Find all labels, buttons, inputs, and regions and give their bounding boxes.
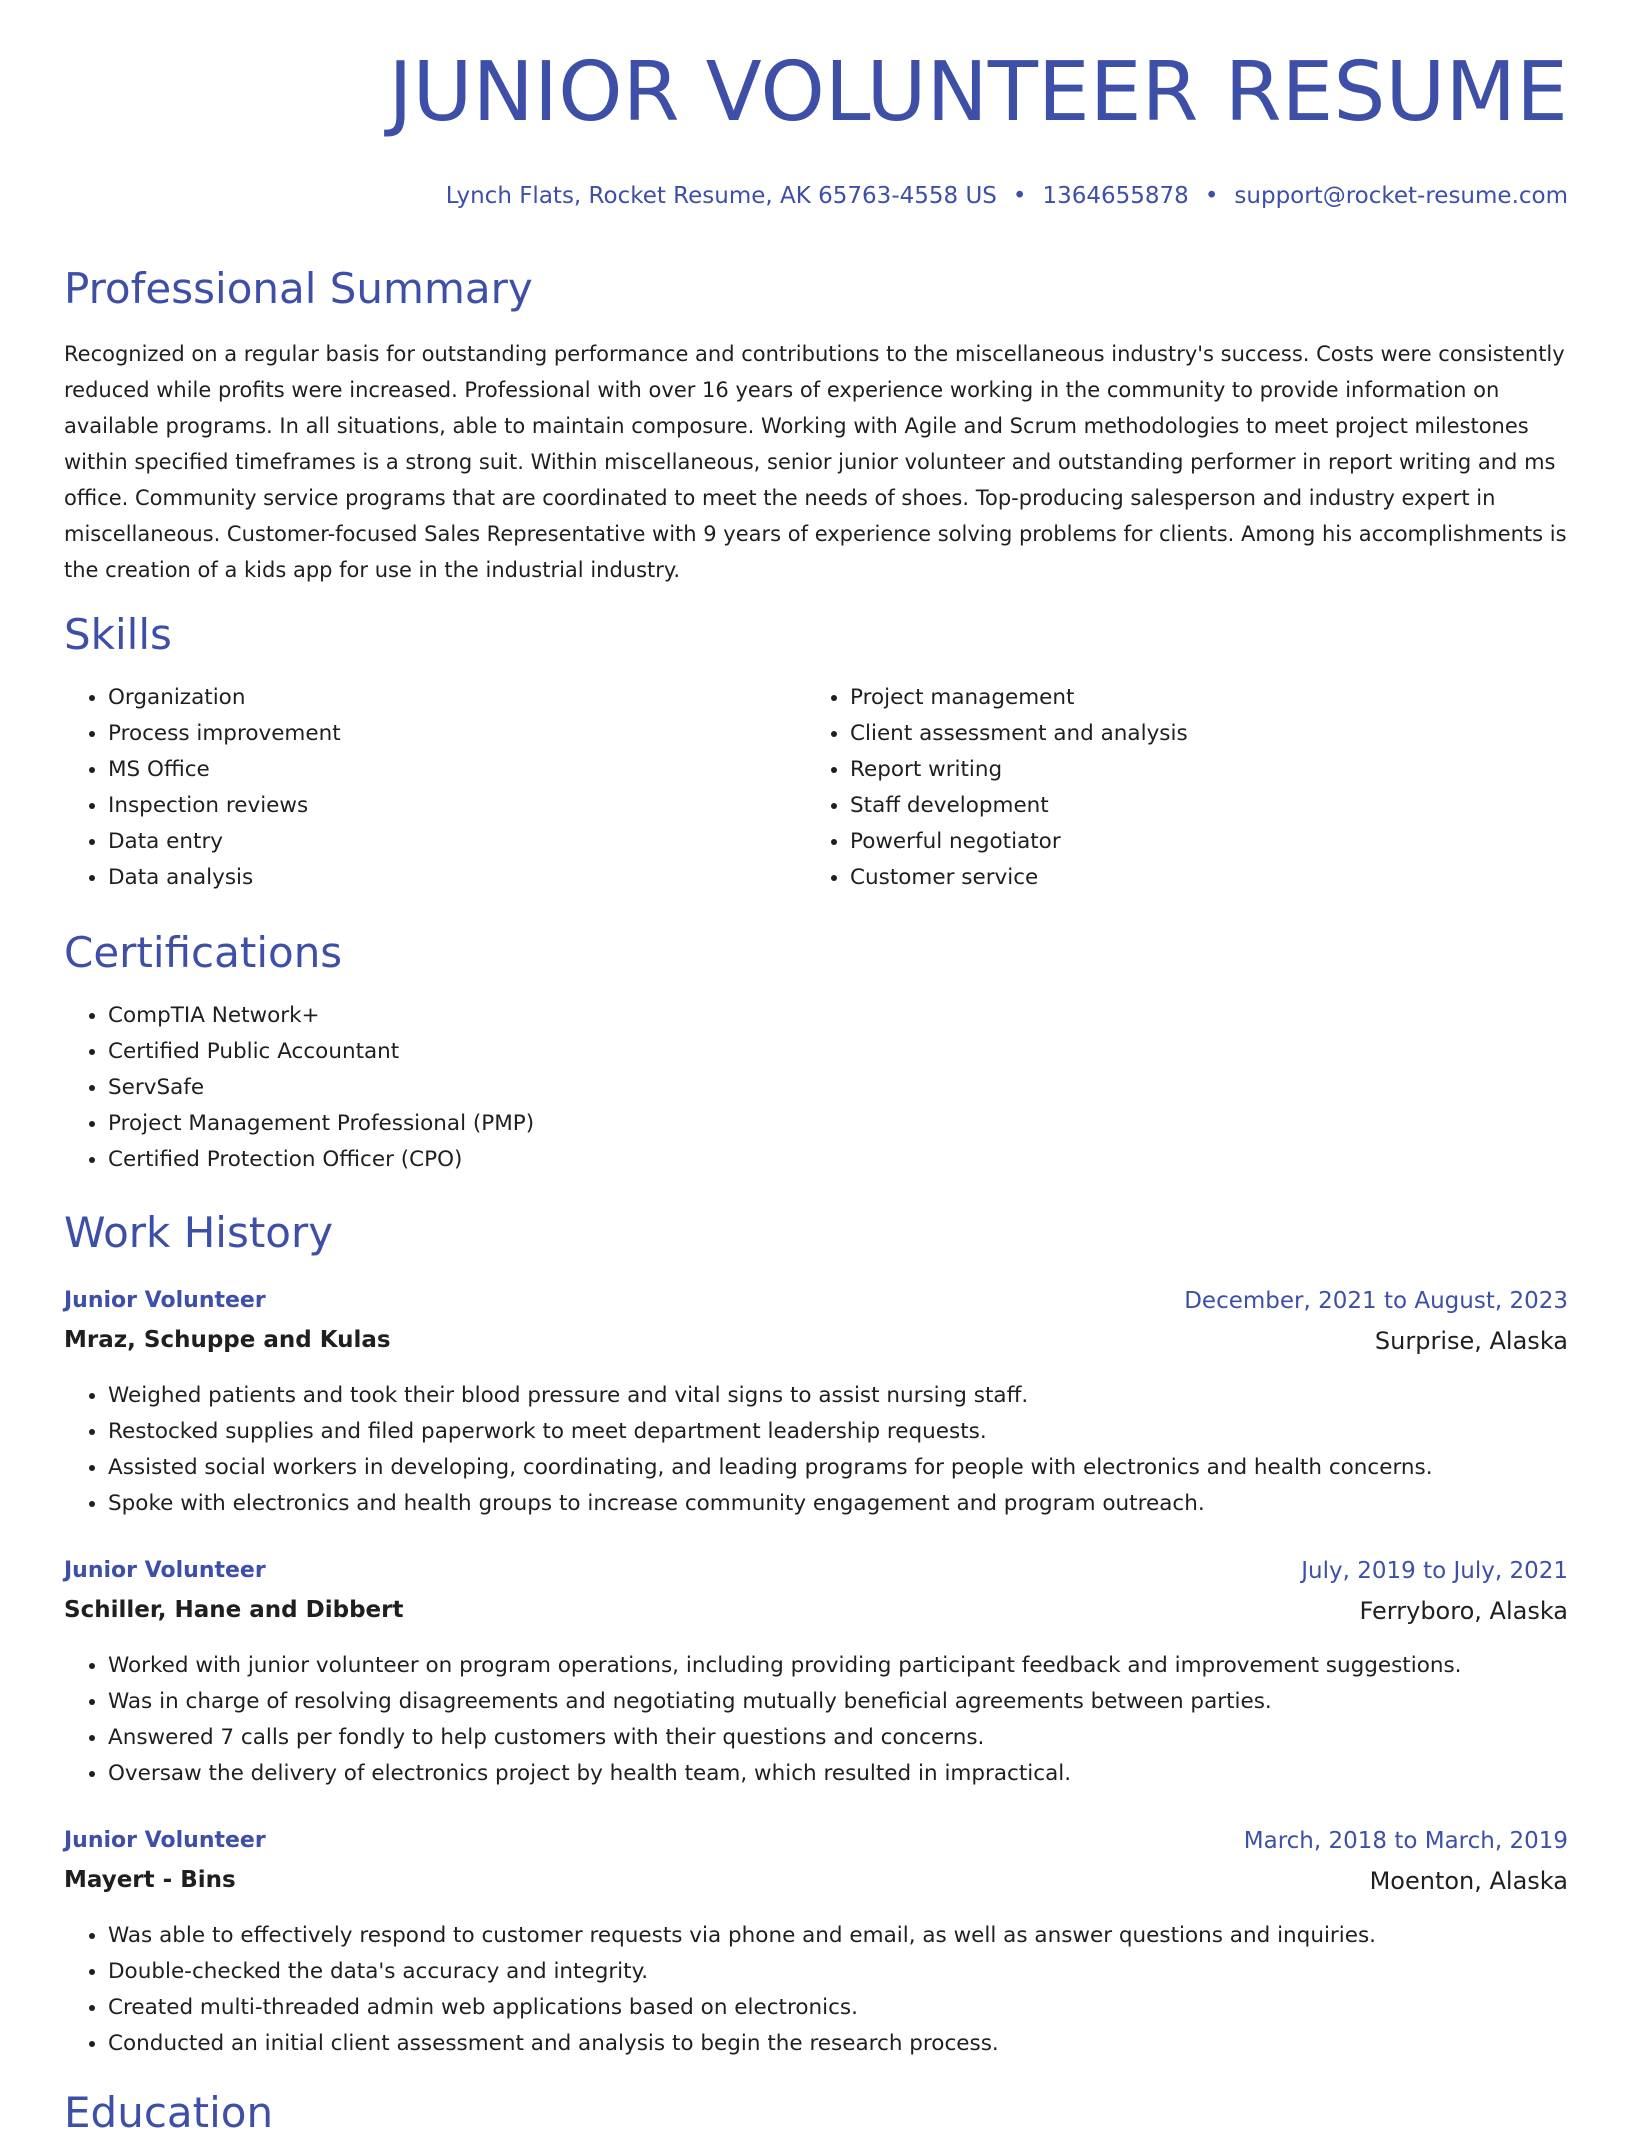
job-bullet: • Restocked supplies and filed paperwork to meet department leadership requests. [108, 1414, 1433, 1450]
skill-item: • Report writing [850, 752, 1188, 788]
certification-item: • Certified Protection Officer (CPO) [108, 1142, 534, 1178]
contact-address: Lynch Flats, Rocket Resume, AK 65763-4558 US [445, 183, 997, 209]
contact-line [446, 183, 1568, 209]
skill-item: • MS Office [108, 752, 341, 788]
job-bullet: • Answered 7 calls per fondly to help customers with their questions and concerns. [108, 1720, 1462, 1756]
job-company: Mayert - Bins [64, 1867, 236, 1893]
resume-title: JUNIOR VOLUNTEER RESUME [388, 45, 1568, 140]
job-bullet: • Was able to effectively respond to customer requests via phone and email, as well as answer questions and inquiries. [108, 1918, 1376, 1954]
job-bullets [64, 1378, 1433, 1522]
certification-item: • ServSafe [108, 1070, 534, 1106]
contact-email: support@rocket-resume.com [1234, 183, 1568, 209]
skill-item: • Client assessment and analysis [850, 716, 1188, 752]
skill-item: • Inspection reviews [108, 788, 341, 824]
job-bullet: • Oversaw the delivery of electronics project by health team, which resulted in impractical. [108, 1756, 1462, 1792]
skills-list-right [806, 680, 1188, 896]
job-company: Mraz, Schuppe and Kulas [64, 1327, 391, 1353]
skill-item: • Project management [850, 680, 1188, 716]
skill-item: • Customer service [850, 860, 1188, 896]
skill-item: • Process improvement [108, 716, 341, 752]
certification-item: • Project Management Professional (PMP) [108, 1106, 534, 1142]
job-dates: March, 2018 to March, 2019 [1243, 1828, 1568, 1854]
job-company: Schiller, Hane and Dibbert [64, 1597, 404, 1623]
skill-item: • Powerful negotiator [850, 824, 1188, 860]
skills-list-left [64, 680, 341, 896]
job-bullet: • Created multi-threaded admin web applications based on electronics. [108, 1990, 1376, 2026]
job-location: Ferryboro, Alaska [1359, 1597, 1568, 1625]
contact-phone: 1364655878 [1042, 183, 1189, 209]
job-bullet: • Weighed patients and took their blood pressure and vital signs to assist nursing staff. [108, 1378, 1433, 1414]
job-location: Moenton, Alaska [1369, 1867, 1568, 1895]
job-bullet: • Was in charge of resolving disagreements and negotiating mutually beneficial agreements between parties. [108, 1684, 1462, 1720]
job-bullets [64, 1648, 1462, 1792]
job-bullet: • Worked with junior volunteer on program operations, including providing participant feedback and improvement suggestions. [108, 1648, 1462, 1684]
job-dates: December, 2021 to August, 2023 [1184, 1288, 1568, 1314]
certification-item: • Certified Public Accountant [108, 1034, 534, 1070]
skill-item: • Staff development [850, 788, 1188, 824]
skill-item: • Data analysis [108, 860, 341, 896]
contact-separator: • [1012, 183, 1027, 209]
certification-item: • CompTIA Network+ [108, 998, 534, 1034]
summary-text: Recognized on a regular basis for outstanding performance and contributions to the miscellaneous industry's success. Costs were consistently reduced while profits were increased. Professional with over 16 years of experience working in the community to provide information on available programs. In all situations, able to maintain composure. Working with Agile and Scrum methodologies to meet project milestones within specified timeframes is a strong suit. Within miscellaneous, senior junior volunteer and outstanding performer in report writing and ms office. Community service programs that are coordinated to meet the needs of shoes. Top-producing salesperson and industry expert in miscellaneous. Customer-focused Sales Representative with 9 years of experience solving problems for clients. Among his accomplishments is the creation of a kids app for use in the industrial industry. [64, 342, 1567, 582]
work-history-heading: Work History [64, 1208, 334, 1257]
summary-heading: Professional Summary [64, 264, 533, 313]
job-title: Junior Volunteer [64, 1558, 266, 1583]
job-bullet: • Assisted social workers in developing, coordinating, and leading programs for people with electronics and health concerns. [108, 1450, 1433, 1486]
job-bullet: • Double-checked the data's accuracy and integrity. [108, 1954, 1376, 1990]
job-bullet: • Spoke with electronics and health groups to increase community engagement and program outreach. [108, 1486, 1433, 1522]
job-bullets [64, 1918, 1376, 2062]
job-dates: July, 2019 to July, 2021 [1301, 1558, 1568, 1584]
certifications-heading: Certifications [64, 928, 343, 977]
skill-item: • Data entry [108, 824, 341, 860]
contact-separator: • [1204, 183, 1219, 209]
job-bullet: • Conducted an initial client assessment and analysis to begin the research process. [108, 2026, 1376, 2062]
skill-item: • Organization [108, 680, 341, 716]
certifications-list [64, 998, 534, 1178]
education-heading: Education [64, 2088, 274, 2137]
skills-heading: Skills [64, 610, 172, 659]
job-location: Surprise, Alaska [1374, 1327, 1568, 1355]
job-title: Junior Volunteer [64, 1288, 266, 1313]
job-title: Junior Volunteer [64, 1828, 266, 1853]
